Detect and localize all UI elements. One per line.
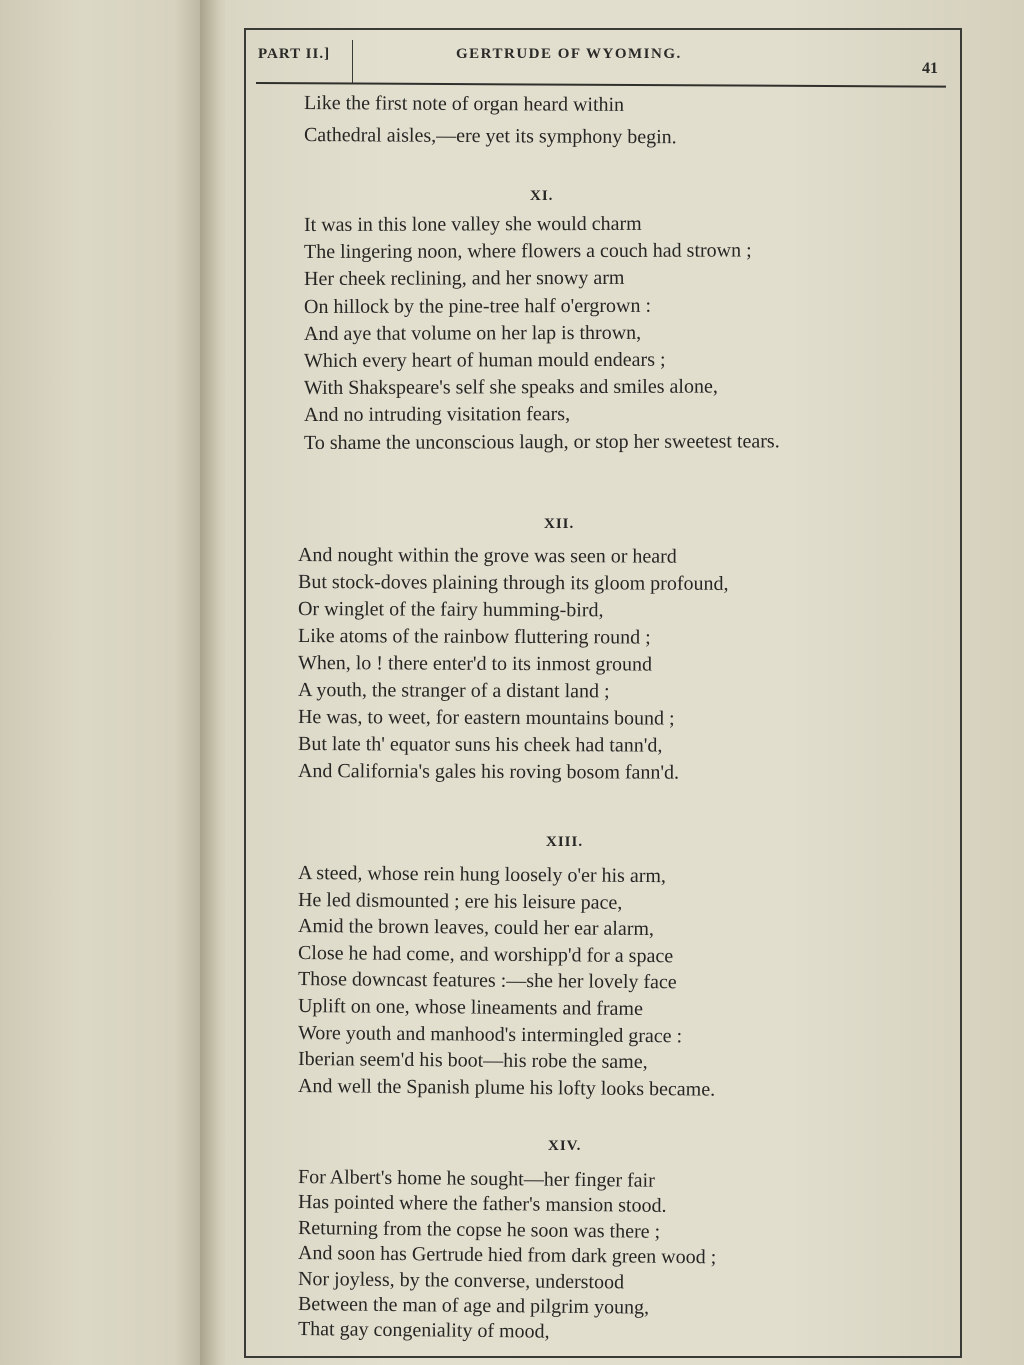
poem-line: Has pointed where the father's mansion stood. [297, 1191, 667, 1218]
poem-line: He was, to weet, for eastern mountains bound ; [297, 706, 675, 730]
part-label: PART II.] [258, 46, 331, 62]
stanza-numeral: XIII. [546, 834, 584, 850]
running-head [258, 46, 948, 76]
header-separator [352, 40, 353, 84]
poem-line: The lingering noon, where flowers a couch had strown ; [303, 239, 752, 264]
poem-line: And soon has Gertrude hied from dark green wood ; [297, 1242, 717, 1269]
poem-line: Iberian seem'd his boot—his robe the same, [297, 1048, 648, 1074]
poem-line: Her cheek reclining, and her snowy arm [303, 267, 625, 291]
poem-line: When, lo ! there enter'd to its inmost ground [297, 652, 653, 676]
poem-line: To shame the unconscious laugh, or stop her sweetest tears. [303, 429, 780, 454]
poem-line: Between the man of age and pilgrim young, [297, 1293, 650, 1319]
poem-line: He led dismounted ; ere his leisure pace, [297, 888, 623, 914]
book-title: GERTRUDE OF WYOMING. [456, 46, 682, 62]
stanza-numeral: XI. [530, 188, 554, 204]
poem-line: Nor joyless, by the converse, understood [297, 1267, 625, 1294]
poem-line: And well the Spanish plume his lofty looks became. [297, 1074, 716, 1101]
stanza-numeral: XII. [544, 516, 575, 532]
poem-line: Like the first note of organ heard within [303, 92, 625, 116]
poem-line: Returning from the copse he soon was there ; [297, 1216, 661, 1243]
poem-line: And nought within the grove was seen or heard [297, 544, 677, 568]
poem-line: For Albert's home he sought—her finger fair [297, 1166, 655, 1192]
poem-line: A youth, the stranger of a distant land ; [297, 679, 610, 703]
poem-line: Those downcast features :—she her lovely face [297, 968, 677, 994]
poem-line: Which every heart of human mould endears ; [303, 348, 666, 372]
poem-line: With Shakspeare's self she speaks and smiles alone, [303, 375, 718, 400]
poem-line: A steed, whose rein hung loosely o'er his arm, [297, 862, 667, 888]
poem-line: It was in this lone valley she would charm [303, 212, 642, 236]
page-number: 41 [922, 60, 938, 77]
poem-line: Cathedral aisles,—ere yet its symphony begin. [303, 124, 677, 149]
left-page [0, 0, 205, 1365]
poem-line: But late th' equator suns his cheek had tann'd, [297, 733, 663, 757]
poem-line: On hillock by the pine-tree half o'ergrown : [303, 294, 652, 318]
poem-line: Wore youth and manhood's intermingled grace : [297, 1021, 683, 1047]
poem-line: Like atoms of the rainbow fluttering round ; [297, 625, 651, 649]
poem-line: Close he had come, and worshipp'd for a space [297, 941, 674, 968]
poem-line: And no intruding visitation fears, [303, 403, 571, 427]
poem-line: And California's gales his roving bosom fann'd. [297, 760, 680, 784]
poem-line: That gay congeniality of mood, [297, 1318, 550, 1344]
stanza-numeral: XIV. [548, 1138, 582, 1154]
poem-line: Or winglet of the fairy humming-bird, [297, 598, 604, 622]
poem-line: And aye that volume on her lap is thrown, [303, 321, 642, 345]
poem-line: Uplift on one, whose lineaments and frame [297, 995, 643, 1021]
poem-line: Amid the brown leaves, could her ear alarm, [297, 915, 655, 941]
poem-line: But stock-doves plaining through its gloom profound, [297, 571, 729, 595]
